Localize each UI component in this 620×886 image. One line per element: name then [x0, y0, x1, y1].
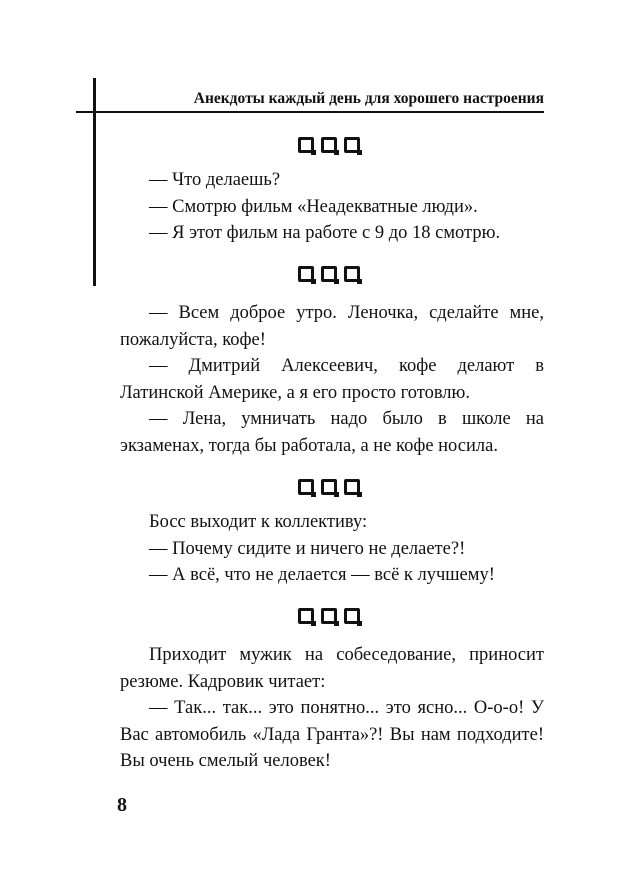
- joke-3: [120, 509, 544, 589]
- square-ornament-icon: [298, 266, 314, 282]
- joke-paragraph: — Дмитрий Алексеевич, кофе делают в Латинской Америке, а я его просто готовлю.: [120, 356, 544, 403]
- square-ornament-icon: [321, 608, 337, 624]
- joke-line: — Что делаешь?: [149, 170, 281, 190]
- square-ornament-icon: [344, 608, 360, 624]
- separator-ornament: [298, 266, 360, 282]
- joke-2: [120, 300, 544, 459]
- joke-line: — А всё, что не делается — всё к лучшему!: [149, 565, 495, 585]
- joke-paragraph: Приходит мужик на собеседование, приносит резюме. Кадровик читает:: [120, 645, 544, 692]
- joke-paragraph: — Так... так... это понятно... это ясно... О-о-о! У Вас автомобиль «Лада Гранта»?! Вы нам подходите! Вы очень смелый человек!: [120, 698, 544, 771]
- square-ornament-icon: [321, 479, 337, 495]
- joke-line: Босс выходит к коллективу:: [149, 512, 368, 532]
- joke-paragraph: — Лена, умничать надо было в школе на экзаменах, тогда бы работала, а не кофе носила.: [120, 409, 544, 456]
- joke-paragraph: — Всем доброе утро. Леночка, сделайте мне, пожалуйста, кофе!: [120, 303, 544, 350]
- square-ornament-icon: [321, 137, 337, 153]
- margin-vertical-rule: [93, 78, 96, 286]
- separator-ornament: [298, 137, 360, 153]
- page-number: 8: [117, 794, 127, 816]
- running-header: Анекдоты каждый день для хорошего настроения: [193, 90, 544, 107]
- square-ornament-icon: [321, 266, 337, 282]
- square-ornament-icon: [298, 137, 314, 153]
- separator-ornament: [298, 479, 360, 495]
- joke-line: — Смотрю фильм «Неадекватные люди».: [149, 196, 478, 217]
- joke-line: — Почему сидите и ничего не делаете?!: [149, 538, 466, 559]
- square-ornament-icon: [344, 137, 360, 153]
- joke-4: [120, 642, 544, 775]
- separator-ornament: [298, 608, 360, 624]
- joke-line: — Я этот фильм на работе с 9 до 18 смотрю.: [149, 223, 501, 243]
- joke-1: [120, 167, 544, 247]
- square-ornament-icon: [344, 479, 360, 495]
- square-ornament-icon: [298, 608, 314, 624]
- square-ornament-icon: [344, 266, 360, 282]
- square-ornament-icon: [298, 479, 314, 495]
- header-rule: [76, 111, 544, 113]
